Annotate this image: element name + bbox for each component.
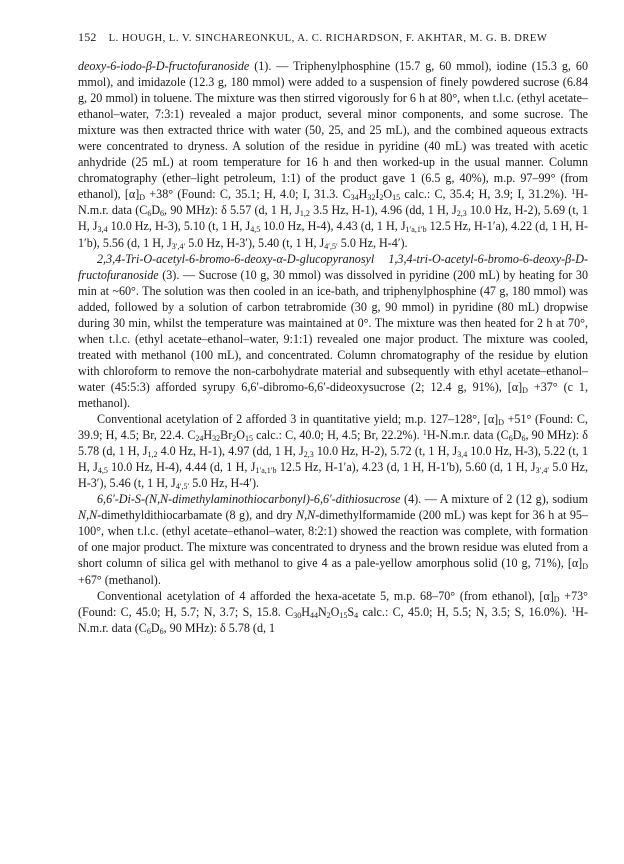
paragraph-compound-4: 6,6′-Di-S-(N,N-dimethylaminothiocarbonyl)-6,6′-dithiosucrose (4). — A mixture of 2 (12 g), sodium N,N-dimethyldithiocarbamate (8 g), and dry N,N-dimethylformamide (200 mL) was kept for 36 h at 95–100°, when t.l.c. (ethyl acetate–ethanol–water, 8:2:1) showed the reaction was complete, with formation of one major product. The mixture was concentrated to dryness and the brown residue was eluted from a short column of silica gel with methanol to give 4 as a pale-yellow amorphous solid (10 g, 71%), $[\alpha]_D +67^\circ$ (methanol).	[78, 492, 589, 587]
compound-name: 6,6′-Di-S-(N,N-dimethylaminothiocarbonyl)-6,6′-dithiosucrose	[97, 492, 401, 507]
article-body	[78, 58, 588, 636]
page-number: 152	[78, 30, 97, 44]
journal-page	[78, 30, 588, 636]
compound-name: deoxy-6-iodo-β-D-fructofuranoside	[78, 59, 250, 73]
paragraph-acetylation-2: Conventional acetylation of 2 afforded 3 in quantitative yield; m.p. 127–128°, $[\alpha]_D +51^\circ$ (Found: C, 39.9; H, 4.5; Br, 22.4. $C_{24}H_{32}Br_2O_{15}$ calc.: C, 40.0; H, 4.5; Br, 22.2%). $^1$H-N.m.r. data ($C_6D_6$, 90 MHz): δ 5.78 (d, 1 H, $J_{1,2}$ 4.0 Hz, H-1), 4.97 (dd, 1 H, $J_{2,3}$ 10.0 Hz, H-2), 5.72 (t, 1 H, $J_{3,4}$ 10.0 Hz, H-3), 5.22 (t, 1 H, $J_{4,5}$ 10.0 Hz, H-4), 4.44 (d, 1 H, $J_{1'a,1'b}$ 12.5 Hz, H-1′a), 4.23 (d, 1 H, H-1′b), 5.60 (d, 1 H, $J_{3',4'}$ 5.0 Hz, H-3′), 5.46 (t, 1 H, $J_{4',5'}$ 5.0 Hz, H-4′).	[78, 412, 589, 492]
paragraph-compound-3: 2,3,4-Tri-O-acetyl-6-bromo-6-deoxy-α-D-glucopyranosyl 1,3,4-tri-O-acetyl-6-bromo-6-deoxy-β-D-fructofuranoside (3). — Sucrose (10 g, 30 mmol) was dissolved in pyridine (200 mL) by heating for 30 min at ~60°. The solution was then cooled in an ice-bath, and triphenylphosphine (47 g, 180 mmol) was added, followed by a solution of carbon tetrabromide (30 g, 90 mmol) in pyridine (80 mL) dropwise during 30 min, whilst the temperature was maintained at 0°. The mixture was then heated for 2 h at 70°, when t.l.c. (ethyl acetate–ethanol–water, 9:1:1) revealed one major product. The mixture was cooled, treated with methanol (100 mL), and concentrated. Column chromatography of the residue by elution with chloroform to remove the non-carbohydrate material and subsequently with ethyl acetate–ethanol–water (45:5:3) afforded syrupy 6,6′-dibromo-6,6′-dideoxysucrose (2; 12.4 g, 91%), $[\alpha]_D +37^\circ$ (c 1, methanol).	[78, 251, 588, 410]
author-list: L. HOUGH, L. V. SINCHAREONKUL, A. C. RICHARDSON, F. AKHTAR, M. G. B. DREW	[108, 33, 548, 44]
paragraph-compound-1: deoxy-6-iodo-β-D-fructofuranoside (1). — Triphenylphosphine (15.7 g, 60 mmol), iodine (15.3 g, 60 mmol), and imidazole (12.3 g, 180 mmol) were added to a suspension of finely powdered sucrose (6.84 g, 20 mmol) in toluene. The mixture was then stirred vigorously for 6 h at 80°, when t.l.c. (ethyl acetate–ethanol–water, 7:3:1) revealed a major product, several minor components, and some sucrose. The mixture was then extracted thrice with water (50, 25, and 25 mL), and the combined aqueous extracts were concentrated to dryness. A solution of the residue in pyridine (40 mL) was treated with acetic anhydride (25 mL) at room temperature for 16 h and then worked-up in the usual manner. Column chromatography (ether–light petroleum, 1:1) of the product gave 1 (6.5 g, 40%), m.p. 97–99° (from ethanol), $[\alpha]_D +38^\circ$ (Found: C, 35.1; H, 4.0; I, 31.3. $C_{34}H_{32}I_2O_{15}$ calc.: C, 35.4; H, 3.9; I, 31.2%). $^1$H-N.m.r. data ($C_6D_6$, 90 MHz): δ 5.57 (d, 1 H, $J_{1,2}$ 3.5 Hz, H-1), 4.96 (dd, 1 H, $J_{2,3}$ 10.0 Hz, H-2), 5.69 (t, 1 H, $J_{3,4}$ 10.0 Hz, H-3), 5.10 (t, 1 H, $J_{4,5}$ 10.0 Hz, H-4), 4.43 (d, 1 H, $J_{1'a,1'b}$ 12.5 Hz, H-1′a), 4.22 (d, 1 H, H-1′b), 5.56 (d, 1 H, $J_{3',4'}$ 5.0 Hz, H-3′), 5.40 (t, 1 H, $J_{4',5'}$ 5.0 Hz, H-4′).	[78, 59, 588, 251]
compound-name: 2,3,4-Tri-O-acetyl-6-bromo-6-deoxy-α-D-glucopyranosyl 1,3,4-tri-O-acetyl-6-bromo-6-deoxy-β-D-fructofuranoside	[78, 251, 588, 282]
paragraph-acetylation-4: Conventional acetylation of 4 afforded the hexa-acetate 5, m.p. 68–70° (from ethanol), $[\alpha]_D +73^\circ$ (Found: C, 45.0; H, 5.7; N, 3.7; S, 15.8. $C_{30}H_{44}N_2O_{15}S_4$ calc.: C, 45.0; H, 5.5; N, 3.5; S, 16.0%). $^1$H-N.m.r. data ($C_6D_6$, 90 MHz): δ 5.78 (d, 1	[78, 588, 589, 636]
running-header	[78, 30, 588, 50]
